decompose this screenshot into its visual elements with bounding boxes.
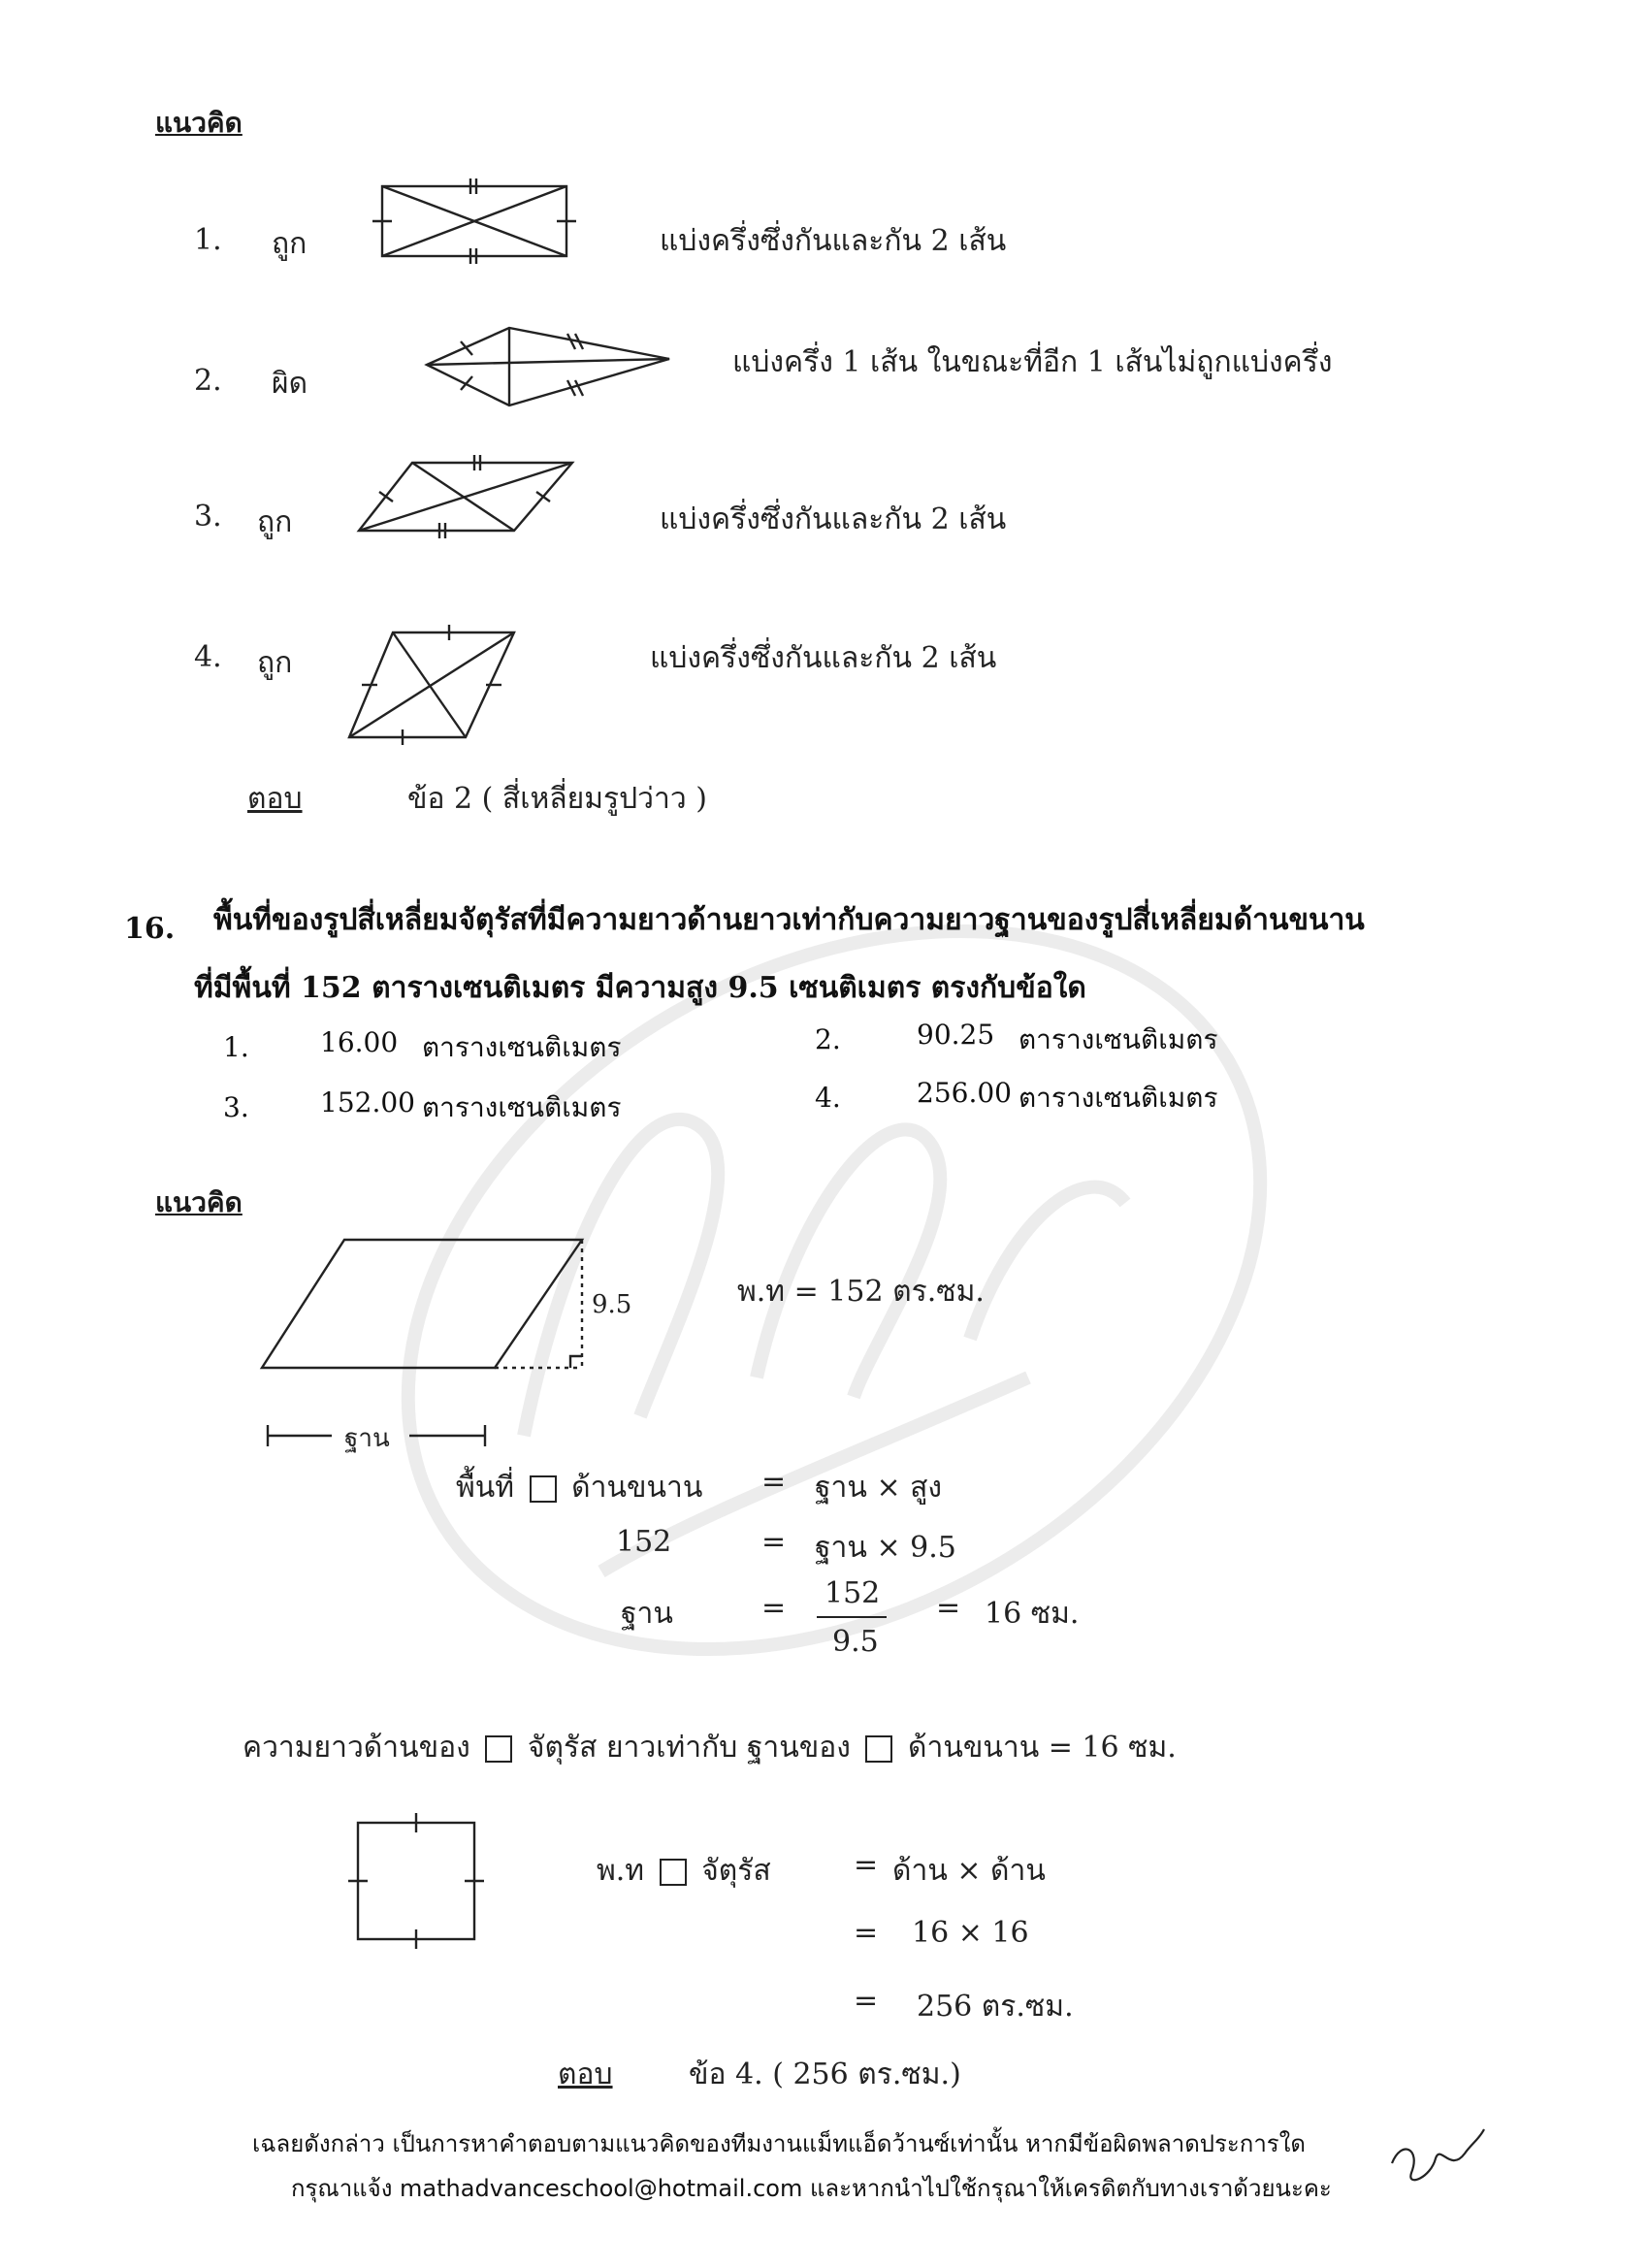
step2-left: 152 (616, 1525, 672, 1559)
footer-line-1: เฉลยดังกล่าว เป็นการหาคำตอบตามแนวคิดของทีมงานแม็ทแอ็ดว้านซ์เท่านั้น หากมีข้อผิดพลาดประการใด (252, 2130, 1306, 2157)
option-1-unit: ตารางเซนติเมตร (422, 1031, 622, 1063)
option-4-value: 256.00 (917, 1077, 1012, 1109)
square-symbol-icon (485, 1735, 512, 1763)
item-1-note: แบ่งครึ่งซึ่งกันและกัน 2 เส้น (660, 224, 1007, 258)
option-4-unit: ตารางเซนติเมตร (1018, 1082, 1218, 1114)
square-step-2: 16 × 16 (912, 1916, 1029, 1950)
item-1-verdict: ถูก (272, 227, 307, 261)
item-4-number: 4. (194, 640, 222, 674)
question-line-2: ที่มีพื้นที่ 152 ตารางเซนติเมตร มีความสูง 9.5 เซนติเมตร ตรงกับข้อใด (194, 971, 1086, 1005)
footer-line-2: กรุณาแจ้ง mathadvanceschool@hotmail.com และหากนำไปใช้กรุณาให้เครดิตกับทางเราด้วยนะคะ (291, 2175, 1332, 2202)
item-3-verdict: ถูก (257, 505, 293, 539)
square-symbol-icon (660, 1859, 687, 1886)
option-1-value: 16.00 (320, 1026, 399, 1058)
base-label: ฐาน (344, 1424, 390, 1453)
formula-equals-2: = (761, 1525, 787, 1559)
parallelogram-diagram (354, 451, 587, 548)
parallelogram-height-diagram (257, 1232, 587, 1377)
formula-area-word: พื้นที่ (456, 1471, 515, 1505)
option-3-unit: ตารางเซนติเมตร (422, 1091, 622, 1123)
section1-answer-text: ข้อ 2 ( สี่เหลี่ยมรูปว่าว ) (407, 782, 707, 816)
square-area-formula (597, 1848, 771, 1894)
formula-area-label (456, 1465, 702, 1510)
formula-right: ฐาน × สูง (815, 1471, 943, 1505)
fraction-numerator: 152 (824, 1576, 881, 1610)
square-diagram (344, 1809, 500, 1964)
rhombus-diagram (344, 621, 529, 747)
item-1-number: 1. (194, 223, 222, 257)
formula-equals-3: = (761, 1591, 787, 1625)
option-2-value: 90.25 (917, 1019, 995, 1051)
option-3-number: 3. (223, 1091, 249, 1123)
sq-equals-2: = (854, 1916, 879, 1950)
fraction-denominator: 9.5 (832, 1625, 879, 1659)
square-step-1: ด้าน × ด้าน (892, 1854, 1046, 1888)
section1-answer-label: ตอบ (247, 782, 303, 816)
option-4-number: 4. (815, 1082, 841, 1114)
square-symbol-icon (865, 1735, 892, 1763)
item-2-verdict: ผิด (272, 367, 308, 401)
item-3-note: แบ่งครึ่งซึ่งกันและกัน 2 เส้น (660, 502, 1007, 536)
item-2-note: แบ่งครึ่ง 1 เส้น ในขณะที่อีก 1 เส้นไม่ถูกแบ่งครึ่ง (732, 345, 1333, 379)
step3-left: ฐาน (621, 1597, 673, 1631)
comparison-part-c: ด้านขนาน = 16 ซม. (908, 1731, 1177, 1765)
section1-heading: แนวคิด (155, 107, 242, 139)
question-line-1: พื้นที่ของรูปสี่เหลี่ยมจัตุรัสที่มีความยาวด้านยาวเท่ากับความยาวฐานของรูปสี่เหลี่ยมด้านขนาน (213, 903, 1365, 937)
sq-equals-3: = (854, 1984, 879, 2018)
formula-equals-4: = (936, 1591, 961, 1625)
option-1-number: 1. (223, 1031, 249, 1063)
base-result: 16 ซม. (985, 1597, 1080, 1631)
comparison-part-b: จัตุรัส ยาวเท่ากับ ฐานของ (527, 1731, 851, 1765)
item-2-number: 2. (194, 364, 222, 398)
area-given: พ.ท = 152 ตร.ซม. (737, 1275, 985, 1309)
fraction-bar (817, 1616, 887, 1618)
signature-mark (1382, 2120, 1489, 2197)
square-area-label: พ.ท (597, 1854, 645, 1888)
sq-equals-1: = (854, 1848, 879, 1882)
rectangle-diagram (369, 175, 582, 272)
question-number: 16. (124, 912, 176, 946)
section2-answer-text: ข้อ 4. ( 256 ตร.ซม.) (689, 2057, 961, 2091)
square-step-3: 256 ตร.ซม. (917, 1990, 1074, 2024)
height-label: 9.5 (592, 1290, 632, 1319)
item-4-note: แบ่งครึ่งซึ่งกันและกัน 2 เส้น (650, 641, 997, 675)
kite-diagram (422, 320, 674, 417)
section2-heading: แนวคิด (155, 1186, 242, 1218)
formula-equals-1: = (761, 1465, 787, 1499)
comparison-part-a: ความยาวด้านของ (242, 1731, 470, 1765)
comparison-line (242, 1725, 1177, 1770)
step2-right: ฐาน × 9.5 (815, 1531, 956, 1565)
square-area-shape: จัตุรัส (701, 1854, 771, 1888)
section2-answer-label: ตอบ (558, 2057, 613, 2091)
formula-shape-word: ด้านขนาน (571, 1471, 703, 1505)
option-3-value: 152.00 (320, 1086, 415, 1118)
square-symbol-icon (530, 1475, 557, 1503)
option-2-number: 2. (815, 1023, 841, 1055)
item-3-number: 3. (194, 500, 222, 534)
option-2-unit: ตารางเซนติเมตร (1018, 1023, 1218, 1055)
item-4-verdict: ถูก (257, 646, 293, 680)
